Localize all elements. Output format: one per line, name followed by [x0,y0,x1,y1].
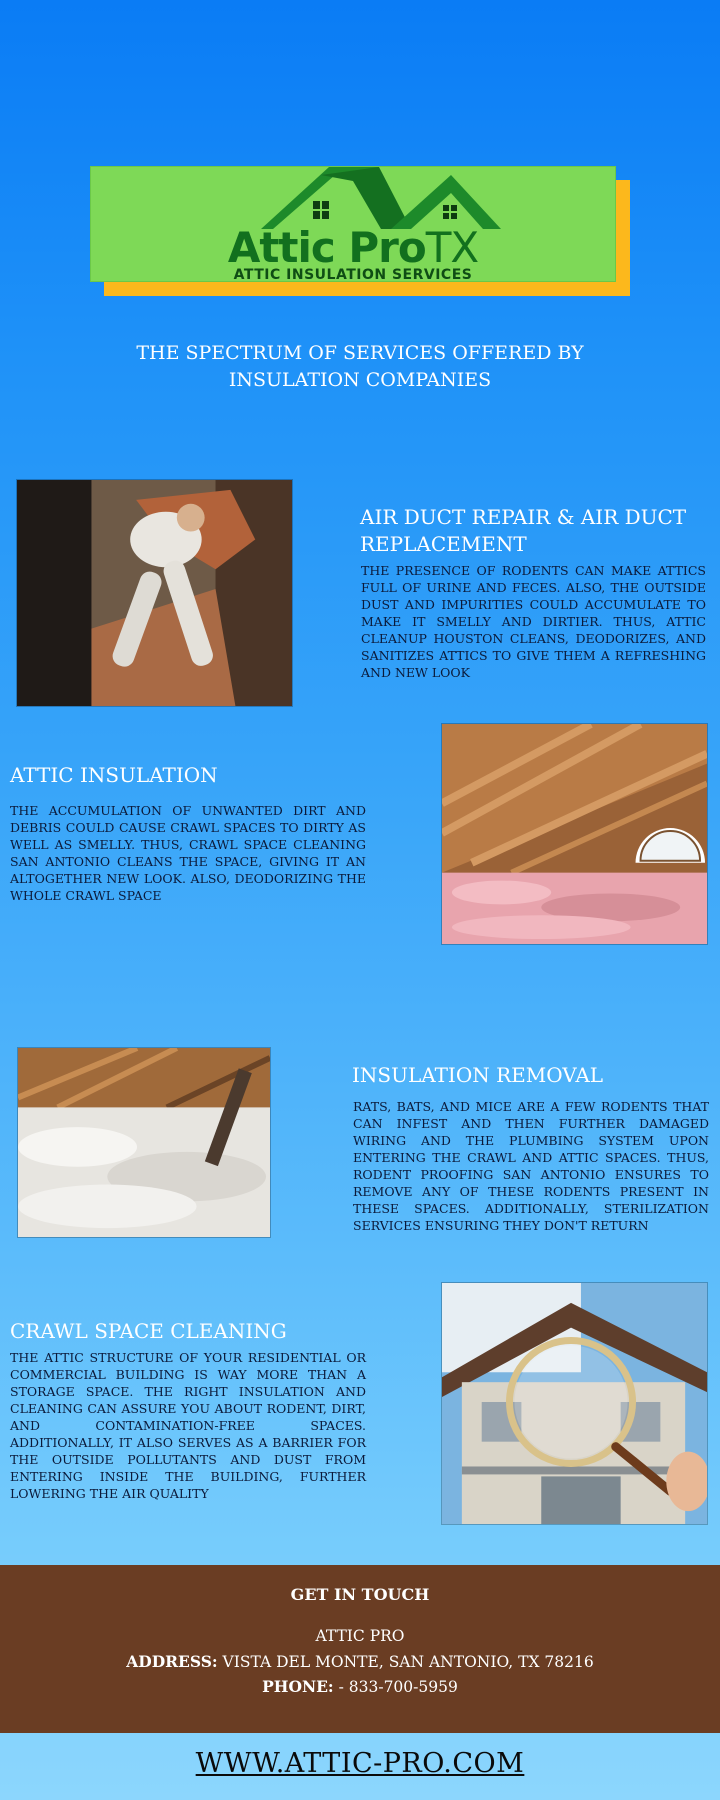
address-value: VISTA DEL MONTE, SAN ANTONIO, TX 78216 [217,1653,594,1671]
logo-banner [90,166,616,282]
page-title: THE SPECTRUM OF SERVICES OFFERED BY INSULATION COMPANIES [136,342,584,391]
section-text-attic-insulation: THE ACCUMULATION OF UNWANTED DIRT AND DEBRIS COULD CAUSE CRAWL SPACES TO DIRTY AS WELL AS SMELLY. THUS, CRAWL SPACE CLEANING SAN ANTONIO CLEANS THE SPACE, GIVING IT AN ALTOGETHER NEW LOOK. ALSO, DEODORIZING THE WHOLE CRAWL SPACE [10,803,366,903]
house-inspection-photo [441,1282,708,1525]
insulation-worker-photo [16,479,293,707]
section-text-insulation-removal: RATS, BATS, AND MICE ARE A FEW RODENTS THAT CAN INFEST AND THEN FURTHER DAMAGED WIRING AND THE PLUMBING SYSTEM UPON ENTERING THE CRAWL AND ATTIC SPACES. THUS, RODENT PROOFING SAN ANTONIO ENSURES TO REMOVE ANY OF THESE RODENTS PRESENT IN THESE SPACES. ADDITIONALLY, STERILIZATION SERVICES ENSURING THEY DON'T RETURN [353,1099,709,1233]
phone-label: PHONE: [262,1677,334,1696]
phone-line [0,1677,720,1696]
contact-section [0,1565,720,1733]
section-text-crawl-space: THE ATTIC STRUCTURE OF YOUR RESIDENTIAL OR COMMERCIAL BUILDING IS WAY MORE THAN A STORAGE SPACE. THE RIGHT INSULATION AND CLEANING CAN ASSURE YOU ABOUT RODENT, DIRT, AND CONTAMINATION-FREE SPACES. ADDITIONALLY, IT ALSO SERVES AS A BARRIER FOR THE OUTSIDE POLLUTANTS AND DUST FROM ENTERING INSIDE THE BUILDING, FURTHER LOWERING THE AIR QUALITY [10,1350,366,1501]
section-title-air-duct: AIR DUCT REPAIR & AIR DUCT REPLACEMENT [360,505,687,556]
address-line [0,1652,720,1671]
phone-value[interactable]: - 833-700-5959 [333,1678,458,1696]
company-name: ATTIC PRO [315,1627,405,1645]
section-title-crawl-space: CRAWL SPACE CLEANING [10,1319,287,1343]
section-title-attic-insulation: ATTIC INSULATION [10,763,218,787]
insulation-removal-photo [17,1047,271,1238]
logo [90,166,630,296]
address-label: ADDRESS: [126,1652,218,1671]
website-link[interactable]: WWW.ATTIC-PRO.COM [195,1748,525,1779]
logo-name-main: Attic Pro [227,223,426,272]
attic-insulation-photo [441,723,708,945]
logo-name [91,223,615,272]
section-title-insulation-removal: INSULATION REMOVAL [352,1063,604,1087]
section-text-air-duct: THE PRESENCE OF RODENTS CAN MAKE ATTICS FULL OF URINE AND FECES. ALSO, THE OUTSIDE DUST AND IMPURITIES COULD ACCUMULATE TO MAKE IT SMELLY AND DIRTIER. THUS, ATTIC CLEANUP HOUSTON CLEANS, DEODORIZES, AND SANITIZES ATTICS TO GIVE THEM A REFRESHING AND NEW LOOK [361,563,706,680]
logo-name-suffix: TX [425,223,479,272]
logo-tagline: ATTIC INSULATION SERVICES [233,267,473,283]
contact-heading: GET IN TOUCH [290,1585,430,1604]
